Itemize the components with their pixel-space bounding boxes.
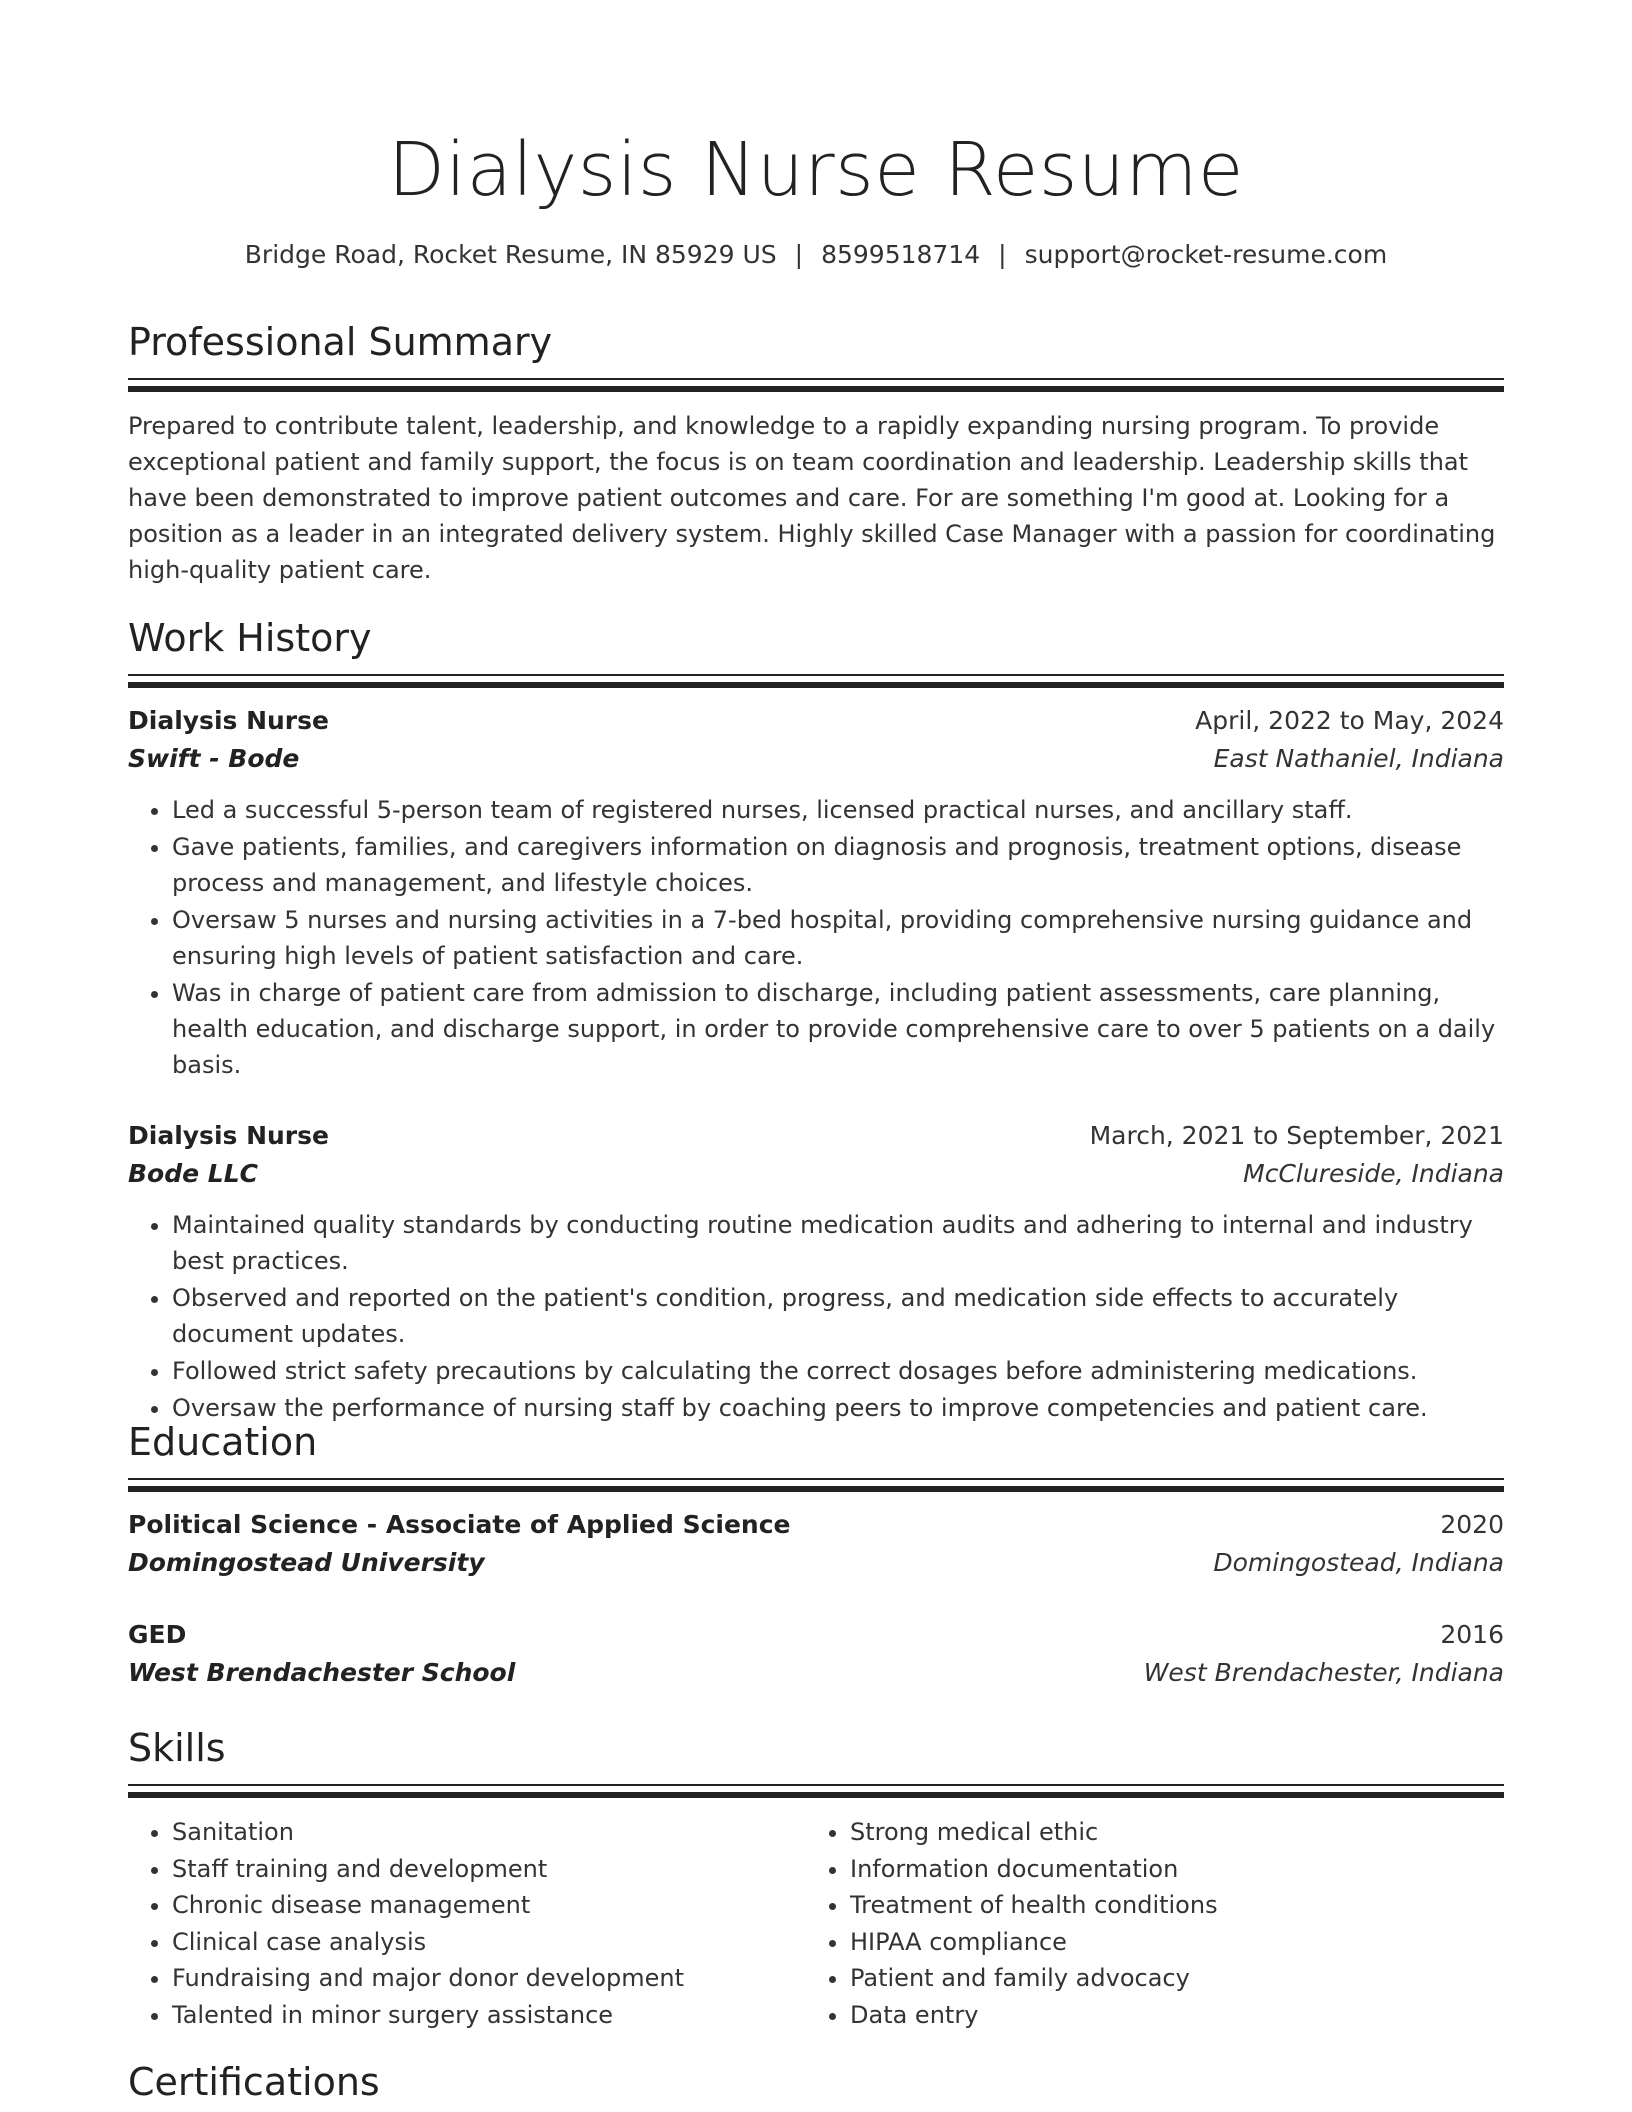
- contact-line: [128, 238, 1504, 272]
- contact-separator: |: [794, 240, 804, 269]
- education-entry: [128, 1506, 1504, 1582]
- contact-address: Bridge Road, Rocket Resume, IN 85929 US: [244, 240, 777, 269]
- job-entry: [128, 702, 1504, 1083]
- list-item: • Patient and family advocacy: [850, 1960, 1484, 1997]
- section-divider: [128, 1784, 1504, 1798]
- job-bullets: [128, 1207, 1504, 1426]
- job-title: Dialysis Nurse: [128, 706, 329, 735]
- resume-title: Dialysis Nurse Resume: [388, 127, 1244, 213]
- list-item: • Sanitation: [172, 1814, 806, 1851]
- education-location: West Brendachester, Indiana: [1143, 1658, 1504, 1687]
- job-location: East Nathaniel, Indiana: [1213, 744, 1504, 773]
- list-item: • Gave patients, families, and caregivers information on diagnosis and prognosis, treatment options, disease process and management, and lifestyle choices.: [172, 829, 1504, 901]
- section-heading: Education: [128, 1420, 318, 1464]
- contact-phone: 8599518714: [821, 240, 981, 269]
- list-item: • Oversaw the performance of nursing staff by coaching peers to improve competencies and patient care.: [172, 1390, 1504, 1426]
- job-dates: March, 2021 to September, 2021: [1089, 1121, 1504, 1150]
- list-item: • Staff training and development: [172, 1851, 806, 1888]
- section-divider: [128, 1478, 1504, 1492]
- skills-column-right: [806, 1814, 1484, 2033]
- list-item: • HIPAA compliance: [850, 1924, 1484, 1961]
- section-heading: Certifications: [128, 2060, 380, 2104]
- list-item: • Oversaw 5 nurses and nursing activities in a 7-bed hospital, providing comprehensive nursing guidance and ensuring high levels of patient satisfaction and care.: [172, 902, 1504, 974]
- summary-text: Prepared to contribute talent, leadership, and knowledge to a rapidly expanding nursing program. To provide exceptional patient and family support, the focus is on team coordination and leadership. Leadership skills that have been demonstrated to improve patient outcomes and care. For are something I'm good at. Looking for a position as a leader in an integrated delivery system. Highly skilled Case Manager with a passion for coordinating high-quality patient care.: [128, 412, 1496, 584]
- education-school: Domingostead University: [128, 1548, 485, 1577]
- resume-content: [128, 0, 1504, 2104]
- list-item: • Followed strict safety precautions by calculating the correct dosages before administering medications.: [172, 1353, 1504, 1389]
- job-dates: April, 2022 to May, 2024: [1195, 706, 1504, 735]
- section-heading: Work History: [128, 616, 372, 660]
- list-item: • Observed and reported on the patient's condition, progress, and medication side effects to accurately document updates.: [172, 1280, 1504, 1352]
- skills-columns: [128, 1814, 1504, 2033]
- list-item: • Clinical case analysis: [172, 1924, 806, 1961]
- education-degree: Political Science - Associate of Applied Science: [128, 1510, 791, 1539]
- section-divider: [128, 674, 1504, 688]
- job-location: McClureside, Indiana: [1243, 1159, 1504, 1188]
- section-heading: Skills: [128, 1726, 226, 1770]
- list-item: • Data entry: [850, 1997, 1484, 2034]
- list-item: • Strong medical ethic: [850, 1814, 1484, 1851]
- section-certifications: [128, 2058, 1504, 2106]
- section-summary: [128, 318, 1504, 588]
- list-item: • Fundraising and major donor development: [172, 1960, 806, 1997]
- skills-column-left: [128, 1814, 806, 2033]
- job-company: Swift - Bode: [128, 744, 300, 773]
- list-item: • Chronic disease management: [172, 1887, 806, 1924]
- contact-separator: |: [998, 240, 1007, 269]
- section-divider: [128, 378, 1504, 392]
- education-location: Domingostead, Indiana: [1213, 1548, 1504, 1577]
- section-education: [128, 1418, 1504, 1692]
- section-work-history: [128, 614, 1504, 1427]
- education-degree: GED: [128, 1620, 187, 1649]
- job-bullets: [128, 792, 1504, 1083]
- list-item: • Was in charge of patient care from admission to discharge, including patient assessments, care planning, health education, and discharge support, in order to provide comprehensive care to over 5 patients on a daily basis.: [172, 975, 1504, 1083]
- education-year: 2016: [1440, 1620, 1504, 1649]
- education-year: 2020: [1440, 1510, 1504, 1539]
- list-item: • Information documentation: [850, 1851, 1484, 1888]
- education-school: West Brendachester School: [128, 1658, 516, 1687]
- section-skills: [128, 1724, 1504, 2033]
- job-company: Bode LLC: [128, 1159, 258, 1188]
- list-item: • Maintained quality standards by conducting routine medication audits and adhering to internal and industry best practices.: [172, 1207, 1504, 1279]
- education-entry: [128, 1616, 1504, 1692]
- list-item: • Talented in minor surgery assistance: [172, 1997, 806, 2034]
- job-title: Dialysis Nurse: [128, 1121, 329, 1150]
- section-heading: Professional Summary: [128, 320, 553, 364]
- contact-email: support@rocket-resume.com: [1024, 240, 1388, 269]
- job-entry: [128, 1117, 1504, 1426]
- list-item: • Treatment of health conditions: [850, 1887, 1484, 1924]
- list-item: • Led a successful 5-person team of registered nurses, licensed practical nurses, and ancillary staff.: [172, 792, 1504, 828]
